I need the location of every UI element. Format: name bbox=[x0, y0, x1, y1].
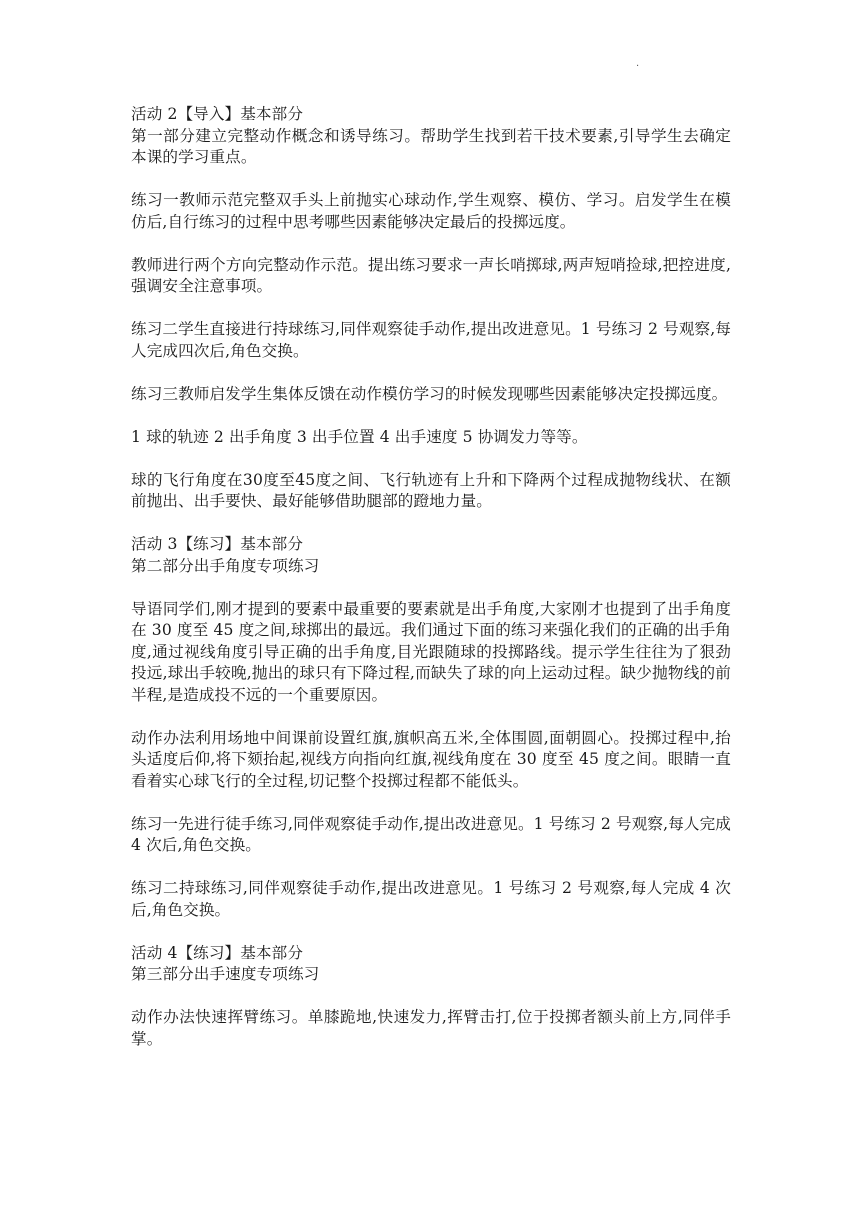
exercise-1-paragraph: 练习一教师示范完整双手头上前抛实心球动作,学生观察、模仿、学习。启发学生在模仿后,自行练习的过程中思考哪些因素能够决定最后的投掷远度。 bbox=[131, 191, 731, 231]
practice-2-paragraph: 练习二持球练习,同伴观察徒手动作,提出改进意见。1 号练习 2 号观察,每人完成 4 次后,角色交换。 bbox=[131, 879, 731, 919]
part-1-intro: 第一部分建立完整动作概念和诱导练习。帮助学生找到若干技术要素,引导学生去确定本课的学习重点。 bbox=[131, 126, 731, 166]
demonstration-paragraph: 教师进行两个方向完整动作示范。提出练习要求一声长哨掷球,两声短哨捡球,把控进度,强调安全注意事项。 bbox=[131, 255, 731, 295]
activity-2-heading: 活动 2【导入】基本部分 bbox=[131, 105, 304, 123]
activity-3-heading: 活动 3【练习】基本部分 bbox=[131, 535, 304, 553]
method-paragraph: 动作办法利用场地中间课前设置红旗,旗帜高五米,全体围圆,面朝圆心。投掷过程中,抬头适度后仰,将下颏抬起,视线方向指向红旗,视线角度在 30 度至 45 度之间。眼睛一直看着实心球飞行的全过程,切记整个投掷过程都不能低头。 bbox=[131, 728, 731, 790]
practice-1-paragraph: 练习一先进行徒手练习,同伴观察徒手动作,提出改进意见。1 号练习 2 号观察,每人完成 4 次后,角色交换。 bbox=[131, 814, 731, 854]
exercise-2-paragraph: 练习二学生直接进行持球练习,同伴观察徒手动作,提出改进意见。1 号练习 2 号观察,每人完成四次后,角色交换。 bbox=[131, 320, 731, 360]
document-body bbox=[131, 104, 731, 1050]
part-2-title: 第二部分出手角度专项练习 bbox=[131, 556, 320, 575]
exercise-3-paragraph: 练习三教师启发学生集体反馈在动作模仿学习的时候发现哪些因素能够决定投掷远度。 bbox=[131, 384, 728, 403]
factors-list-paragraph: 1 球的轨迹 2 出手角度 3 出手位置 4 出手速度 5 协调发力等等。 bbox=[131, 427, 588, 446]
arm-swing-paragraph: 动作办法快速挥臂练习。单膝跪地,快速发力,挥臂击打,位于投掷者额头前上方,同伴手掌。 bbox=[131, 1008, 731, 1048]
header-mark: . bbox=[636, 58, 640, 69]
activity-4-heading: 活动 4【练习】基本部分 bbox=[131, 943, 304, 962]
part-3-title: 第三部分出手速度专项练习 bbox=[131, 965, 320, 983]
introduction-paragraph: 导语同学们,刚才提到的要素中最重要的要素就是出手角度,大家刚才也提到了出手角度在 30 度至 45 度之间,球掷出的最远。我们通过下面的练习来强化我们的正确的出手角度,通过视线角度引导正确的出手角度,目光跟随球的投掷路线。提示学生往往为了狠劲投远,球出手较晚,抛出的球只有下降过程,而缺失了球的向上运动过程。缺少抛物线的前半程,是造成投不远的一个重要原因。 bbox=[131, 599, 731, 704]
flight-angle-paragraph: 球的飞行角度在30度至45度之间、飞行轨迹有上升和下降两个过程成抛物线状、在额前抛出、出手要快、最好能够借助腿部的蹬地力量。 bbox=[131, 470, 731, 510]
